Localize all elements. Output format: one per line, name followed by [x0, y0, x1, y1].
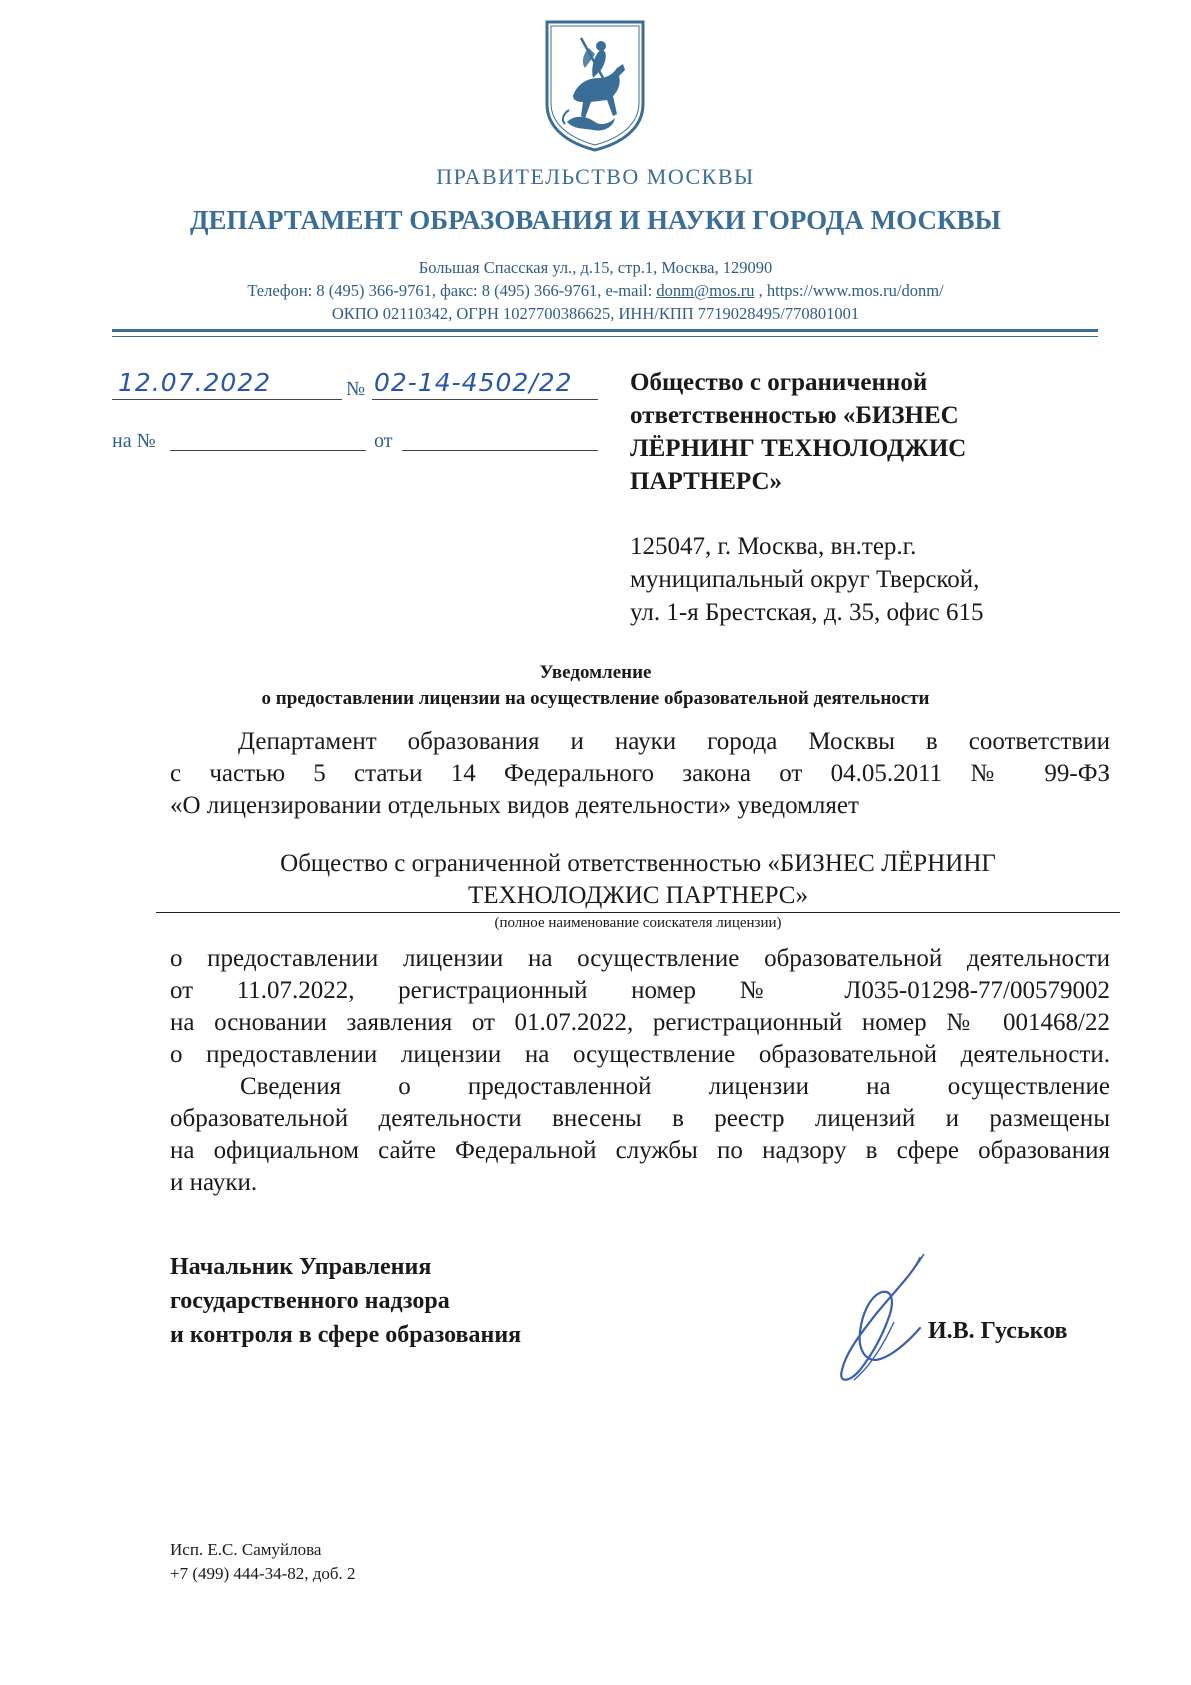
addressee-address	[630, 530, 1060, 629]
header-divider-thin	[112, 336, 1098, 337]
paragraph-line: от 11.07.2022, регистрационный номер № Л035-01298-77/00579002	[170, 977, 1110, 1004]
signatory-position-line: Начальник Управления	[170, 1254, 432, 1280]
department-title: ДЕПАРТАМЕНТ ОБРАЗОВАНИЯ И НАУКИ ГОРОДА МОСКВЫ	[189, 205, 1002, 235]
signatory-position	[170, 1250, 521, 1352]
intro-line: Департамент образования и науки города Москвы в соответствии	[238, 728, 1110, 755]
applicant-caption: (полное наименование соискателя лицензии)	[494, 915, 782, 931]
addressee-name	[630, 366, 1060, 498]
number-underline	[372, 399, 598, 400]
address-line: ул. 1-я Брестская, д. 35, офис 615	[630, 599, 984, 626]
moscow-coat-of-arms-icon	[543, 18, 647, 152]
phone-fax-label: Телефон: 8 (495) 366-9761, факс: 8 (495) 366-9761, e-mail:	[247, 281, 657, 300]
paragraph-line: на официальном сайте Федеральной службы по надзору в сфере образования	[170, 1137, 1110, 1164]
signatory-name: И.В. Гуськов	[928, 1318, 1068, 1344]
paragraph-line: Сведения о предоставленной лицензии на осуществление	[240, 1073, 1110, 1100]
applicant-name-line: Общество с ограниченной ответственностью «БИЗНЕС ЛЁРНИНГ	[280, 850, 996, 877]
applicant-underline	[156, 912, 1120, 913]
number-label: №	[346, 378, 366, 400]
notice-subtitle: о предоставлении лицензии на осуществление образовательной деятельности	[261, 688, 930, 709]
government-title: ПРАВИТЕЛЬСТВО МОСКВЫ	[436, 164, 755, 189]
website-text: , https://www.mos.ru/donm/	[754, 281, 944, 300]
address-line: 125047, г. Москва, вн.тер.г.	[630, 533, 917, 560]
department-codes: ОКПО 02110342, ОГРН 1027700386625, ИНН/КПП 7719028495/770801001	[331, 304, 860, 323]
outgoing-date: 12.07.2022	[118, 368, 272, 397]
addressee-name-line: ЛЁРНИНГ ТЕХНОЛОДЖИС	[630, 435, 967, 462]
reference-underline	[170, 450, 366, 451]
department-address: Большая Спасская ул., д.15, стр.1, Москва, 129090	[418, 258, 773, 277]
date-underline	[112, 399, 342, 400]
signatory-position-line: государственного надзора	[170, 1288, 450, 1314]
paragraph-line: образовательной деятельности внесены в реестр лицензий и размещены	[170, 1105, 1110, 1132]
addressee-name-line: Общество с ограниченной	[630, 369, 928, 396]
paragraph-line: о предоставлении лицензии на осуществление образовательной деятельности	[170, 945, 1110, 972]
executor-name: Исп. Е.С. Самуйлова	[170, 1540, 322, 1559]
outgoing-number: 02-14-4502/22	[374, 368, 573, 397]
reference-label: на №	[112, 430, 156, 452]
addressee-name-line: ПАРТНЕРС»	[630, 468, 783, 495]
paragraph-line: о предоставлении лицензии на осуществление образовательной деятельности.	[170, 1041, 1110, 1068]
address-line: муниципальный округ Тверской,	[630, 566, 980, 593]
signatory-position-line: и контроля в сфере образования	[170, 1322, 522, 1348]
reference-from-label: от	[374, 430, 393, 452]
notice-title: Уведомление	[539, 662, 652, 683]
intro-line: «О лицензировании отдельных видов деятельности» уведомляет	[170, 792, 859, 819]
intro-line: с частью 5 статьи 14 Федерального закона от 04.05.2011 № 99-ФЗ	[170, 760, 1110, 787]
reference-date-underline	[402, 450, 598, 451]
department-contacts	[0, 281, 1191, 301]
executor-phone: +7 (499) 444-34-82, доб. 2	[170, 1564, 356, 1583]
applicant-name-line: ТЕХНОЛОДЖИС ПАРТНЕРС»	[468, 882, 808, 909]
email-link[interactable]: donm@mos.ru	[656, 281, 755, 300]
addressee-name-line: ответственностью «БИЗНЕС	[630, 402, 959, 429]
handwritten-signature-icon	[824, 1252, 944, 1390]
executor-info	[170, 1538, 356, 1586]
header-divider-thick	[112, 329, 1098, 332]
paragraph-line: на основании заявления от 01.07.2022, регистрационный номер № 001468/22	[170, 1009, 1110, 1036]
paragraph-line: и науки.	[170, 1169, 258, 1196]
